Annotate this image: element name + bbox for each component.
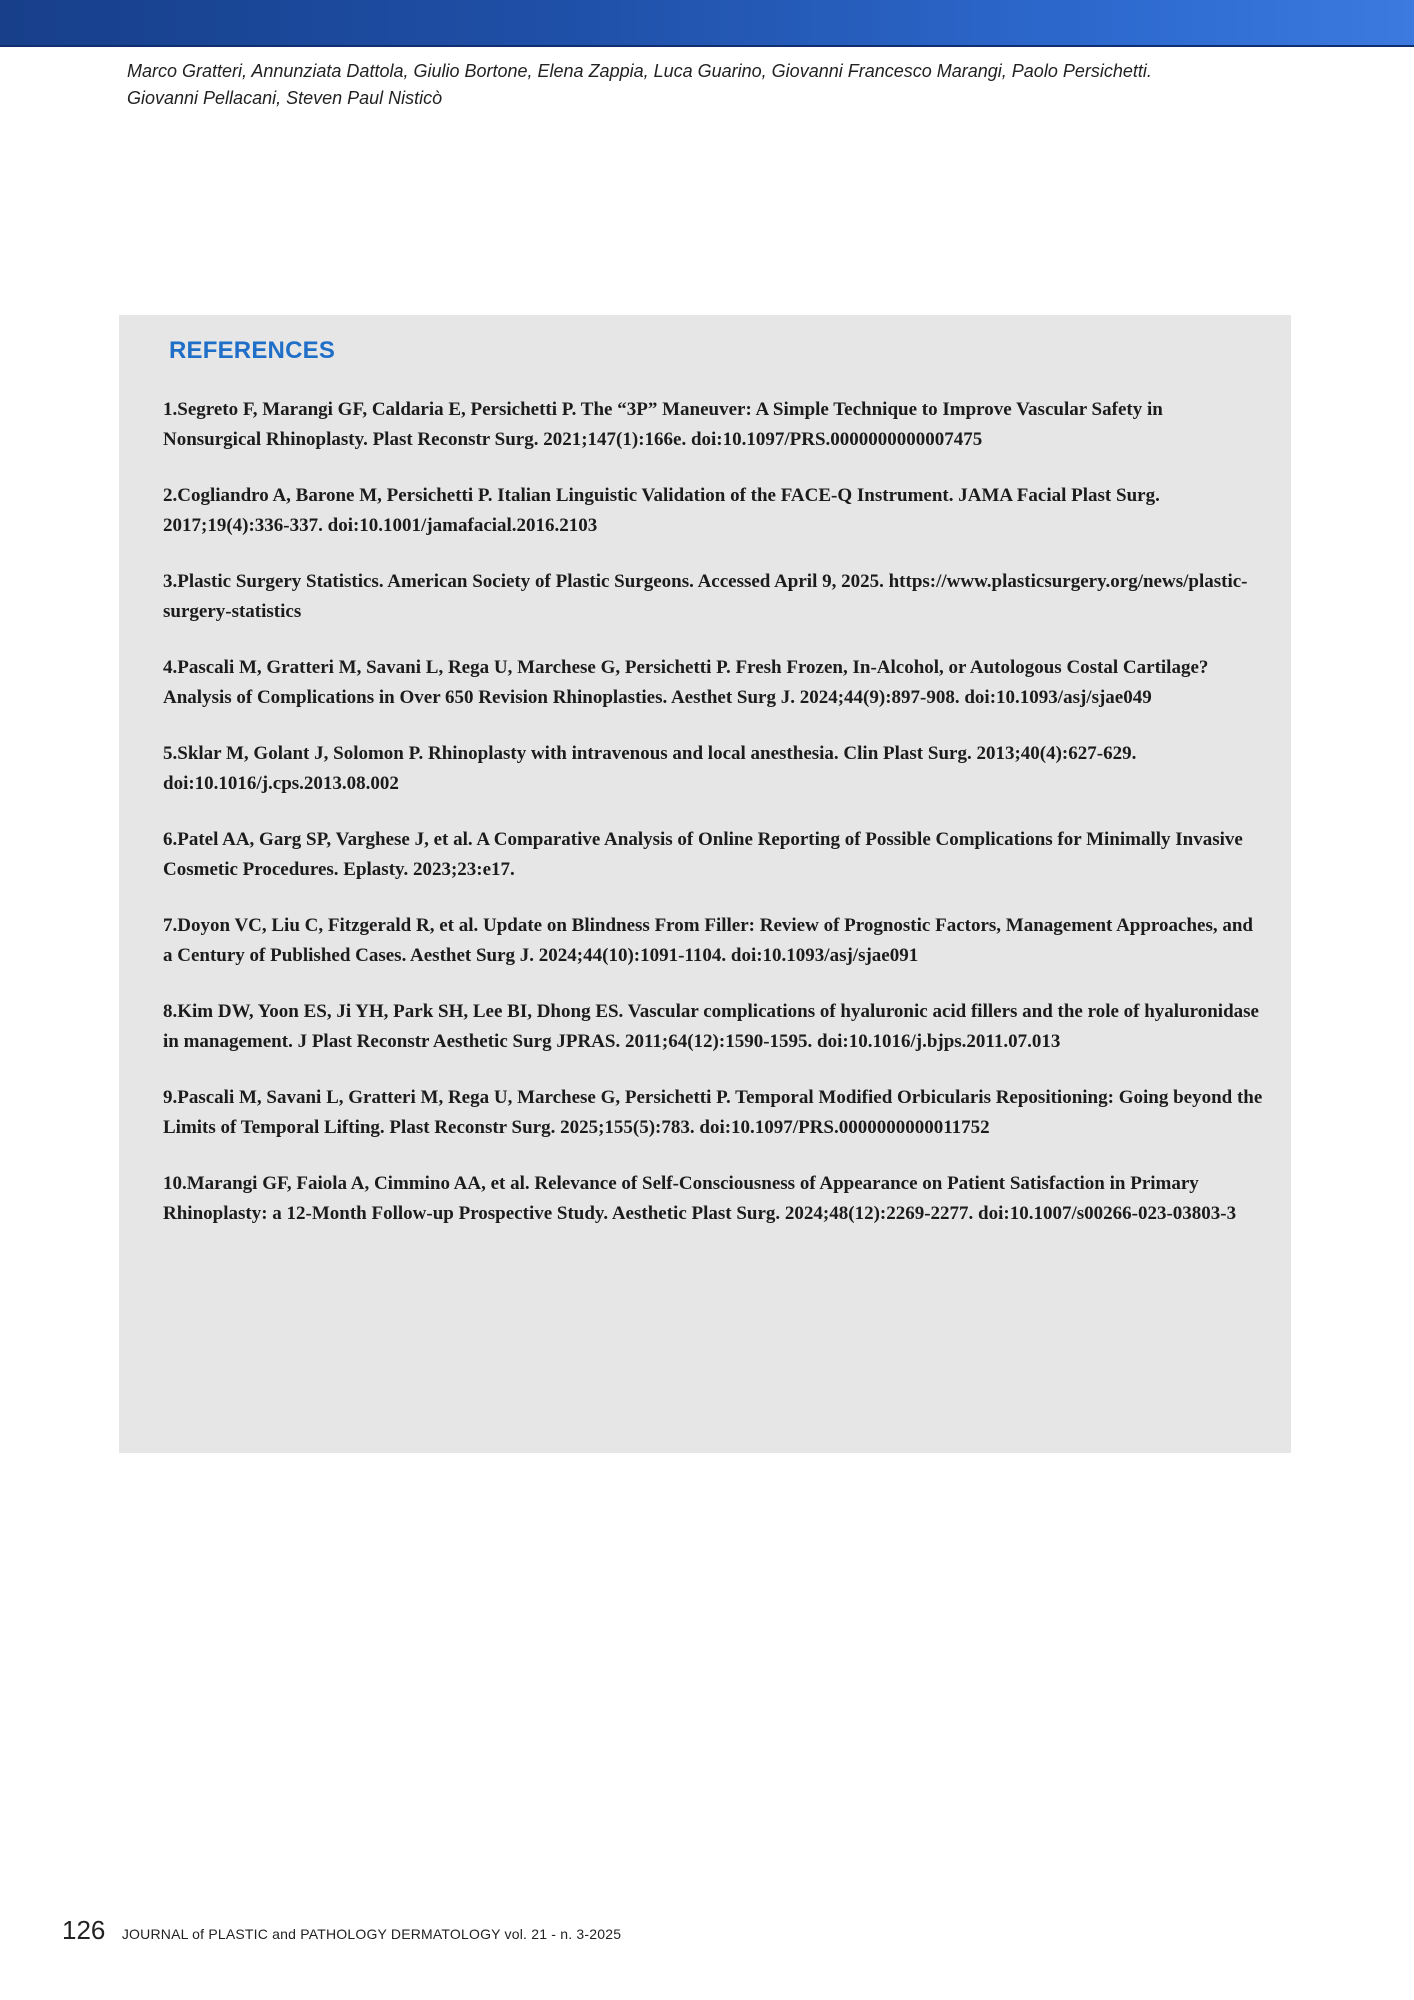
reference-item-2: 2.Cogliandro A, Barone M, Persichetti P. Italian Linguistic Validation of the FACE-Q Instrument. JAMA Facial Plast Surg. 2017;19(4):336-337. doi:10.1001/jamafacial.2016.2103 [163, 485, 1160, 536]
references-heading: REFERENCES [169, 337, 336, 364]
reference-item-5: 5.Sklar M, Golant J, Solomon P. Rhinoplasty with intravenous and local anesthesia. Clin Plast Surg. 2013;40(4):627-629. doi:10.1016/j.cps.2013.08.002 [163, 743, 1137, 794]
header-bar [0, 0, 1414, 47]
reference-item-3: 3.Plastic Surgery Statistics. American Society of Plastic Surgeons. Accessed April 9, 2025. https://www.plasticsurgery.org/news/plastic-surgery-statistics [163, 571, 1248, 622]
page-footer [62, 1915, 621, 1946]
reference-item-9: 9.Pascali M, Savani L, Gratteri M, Rega U, Marchese G, Persichetti P. Temporal Modified Orbicularis Repositioning: Going beyond the Limits of Temporal Lifting. Plast Reconstr Surg. 2025;155(5):783. doi:10.1097/PRS.0000000000011752 [163, 1087, 1263, 1138]
reference-item-4: 4.Pascali M, Gratteri M, Savani L, Rega U, Marchese G, Persichetti P. Fresh Frozen, In-Alcohol, or Autologous Costal Cartilage? Analysis of Complications in Over 650 Revision Rhinoplasties. Aesthet Surg J. 2024;44(9):897-908. doi:10.1093/asj/sjae049 [163, 657, 1209, 708]
page-number: 126 [62, 1915, 106, 1945]
reference-item-8: 8.Kim DW, Yoon ES, Ji YH, Park SH, Lee BI, Dhong ES. Vascular complications of hyaluronic acid fillers and the role of hyaluronidase in management. J Plast Reconstr Aesthetic Surg JPRAS. 2011;64(12):1590-1595. doi:10.1016/j.bjps.2011.07.013 [163, 1001, 1259, 1052]
reference-list [163, 395, 1263, 1255]
reference-item-6: 6.Patel AA, Garg SP, Varghese J, et al. A Comparative Analysis of Online Reporting of Possible Complications for Minimally Invasive Cosmetic Procedures. Eplasty. 2023;23:e17. [163, 829, 1243, 880]
author-list [127, 58, 1307, 112]
references-box [119, 315, 1291, 1453]
reference-item-10: 10.Marangi GF, Faiola A, Cimmino AA, et al. Relevance of Self-Consciousness of Appearance on Patient Satisfaction in Primary Rhinoplasty: a 12-Month Follow-up Prospective Study. Aesthetic Plast Surg. 2024;48(12):2269-2277. doi:10.1007/s00266-023-03803-3 [163, 1173, 1237, 1224]
reference-item-1: 1.Segreto F, Marangi GF, Caldaria E, Persichetti P. The “3P” Maneuver: A Simple Technique to Improve Vascular Safety in Nonsurgical Rhinoplasty. Plast Reconstr Surg. 2021;147(1):166e. doi:10.1097/PRS.0000000000007475 [163, 399, 1163, 450]
reference-item-7: 7.Doyon VC, Liu C, Fitzgerald R, et al. Update on Blindness From Filler: Review of Prognostic Factors, Management Approaches, and a Century of Published Cases. Aesthet Surg J. 2024;44(10):1091-1104. doi:10.1093/asj/sjae091 [163, 915, 1253, 966]
authors-line-2: Giovanni Pellacani, Steven Paul Nisticò [127, 88, 443, 108]
journal-title: JOURNAL of PLASTIC and PATHOLOGY DERMATOLOGY vol. 21 - n. 3-2025 [121, 1926, 622, 1942]
authors-line-1: Marco Gratteri, Annunziata Dattola, Giulio Bortone, Elena Zappia, Luca Guarino, Giovanni Francesco Marangi, Paolo Persichetti. [127, 61, 1152, 81]
